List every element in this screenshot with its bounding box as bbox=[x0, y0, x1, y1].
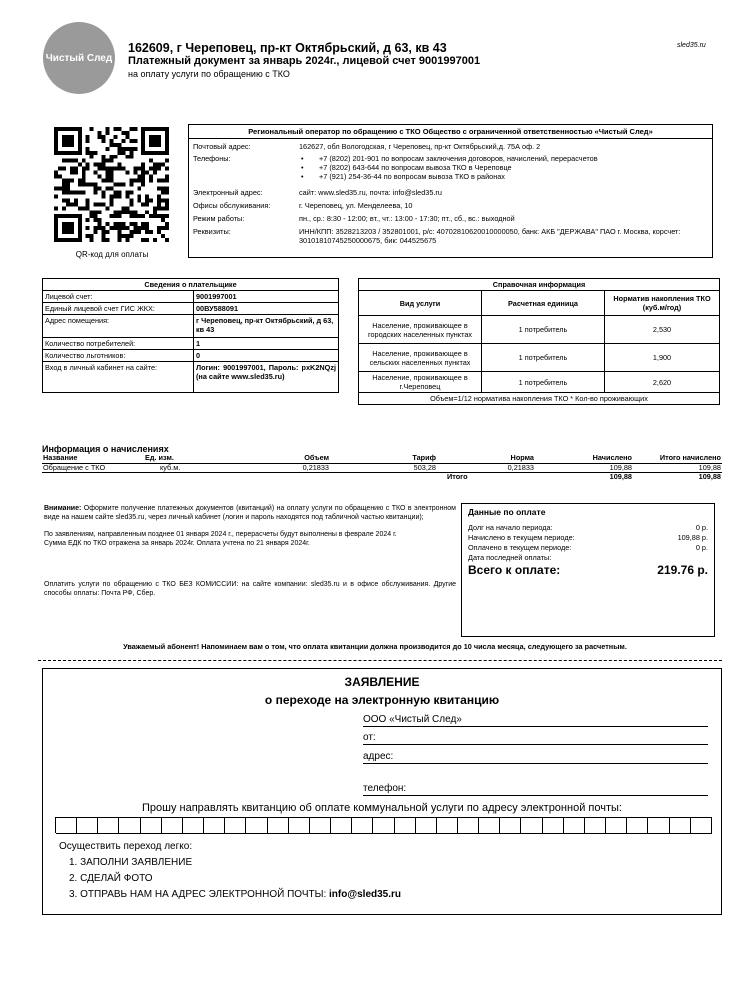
cell: Логин: 9001997001, Пароль: pxK2NQzj (на сайте www.sled35.ru) bbox=[194, 362, 339, 393]
email-cell[interactable] bbox=[310, 817, 331, 834]
payment-row bbox=[468, 543, 708, 553]
payment-total-value: 219.76 р. bbox=[657, 563, 708, 577]
operator-row-postal bbox=[189, 141, 712, 151]
payment-reminder: Уважаемый абонент! Напоминаем вам о том, что оплата квитанции должна производится до 10 числа месяца, следующего за расчетным. bbox=[123, 642, 627, 651]
email-cell[interactable] bbox=[56, 817, 77, 834]
row-key: Реквизиты: bbox=[193, 227, 231, 236]
step-text: 3. ОТПРАВЬ НАМ НА АДРЕС ЭЛЕКТРОННОЙ ПОЧТЫ: bbox=[69, 889, 327, 900]
payment-row bbox=[468, 533, 708, 543]
email-cell[interactable] bbox=[98, 817, 119, 834]
notice-text bbox=[44, 505, 456, 607]
total-row bbox=[42, 473, 722, 482]
cell: 503,28 bbox=[330, 463, 437, 473]
document-title: Платежный документ за январь 2024г., лицевой счет 9001997001 bbox=[128, 55, 481, 67]
email-cell[interactable] bbox=[670, 817, 691, 834]
operator-row-email bbox=[189, 187, 712, 197]
cell: 109,88 bbox=[633, 463, 722, 473]
cell: Количество потребителей: bbox=[43, 338, 194, 350]
charges-section bbox=[42, 444, 722, 482]
phone-field[interactable]: телефон: bbox=[363, 782, 708, 796]
email-cell[interactable] bbox=[162, 817, 183, 834]
table-row bbox=[43, 338, 339, 350]
email-cell[interactable] bbox=[119, 817, 140, 834]
cell: 1 потребитель bbox=[482, 344, 605, 372]
cell: 0,21833 bbox=[437, 463, 535, 473]
steps-intro: Осуществить переход легко: bbox=[59, 841, 193, 852]
notice-lead: Внимание: bbox=[44, 505, 82, 512]
column-header: Название bbox=[42, 454, 144, 463]
table-row bbox=[359, 372, 720, 393]
payment-value: 109,88 р. bbox=[677, 533, 708, 542]
cell: 1 bbox=[194, 338, 339, 350]
notice-paragraph: Сумма ЕДК по ТКО отражена за январь 2024г. Оплата учтена по 21 января 2024г. bbox=[44, 539, 310, 547]
steps-list bbox=[59, 839, 401, 903]
email-cell[interactable] bbox=[331, 817, 352, 834]
row-key: Почтовый адрес: bbox=[193, 142, 251, 151]
payment-row bbox=[468, 553, 708, 563]
email-cell[interactable] bbox=[564, 817, 585, 834]
payment-key: Начислено в текущем периоде: bbox=[468, 533, 575, 542]
from-field[interactable]: от: bbox=[363, 731, 708, 745]
cell: Единый лицевой счет ГИС ЖКХ: bbox=[43, 303, 194, 315]
email-cell[interactable] bbox=[691, 817, 712, 834]
cell: 9001997001 bbox=[194, 291, 339, 303]
column-header: Расчетная единица bbox=[482, 291, 605, 316]
total-label: Итого bbox=[447, 472, 468, 481]
cell: Население, проживающее в городских населенных пунктах bbox=[359, 316, 482, 344]
company-logo bbox=[43, 22, 115, 94]
column-header: Норматив накопления ТКО (куб.м/год) bbox=[605, 291, 720, 316]
column-header: Итого начислено bbox=[633, 454, 722, 463]
email-cell[interactable] bbox=[606, 817, 627, 834]
payment-key: Долг на начало периода: bbox=[468, 523, 553, 532]
total-value: 109,88 bbox=[698, 472, 721, 481]
cell: Вход в личный кабинет на сайте: bbox=[43, 362, 194, 393]
cell: Количество льготников: bbox=[43, 350, 194, 362]
email-cell[interactable] bbox=[183, 817, 204, 834]
payer-address-heading: 162609, г Череповец, пр-кт Октябрьский, д 63, кв 43 bbox=[128, 41, 447, 55]
payment-data-box bbox=[461, 503, 715, 637]
cell: Адрес помещения: bbox=[43, 315, 194, 338]
email-cell[interactable] bbox=[268, 817, 289, 834]
operator-row-phones bbox=[189, 153, 712, 181]
notice-paragraph: Оформите получение платежных документов (квитанций) на оплату услуги по обращению с ТКО в электронном виде на нашем сайте sled35.ru, через личный кабинет (логин и пароль находятся под табличной частью квитанции); bbox=[44, 505, 456, 521]
logo-text: Чистый След bbox=[45, 52, 113, 64]
email-input-cells[interactable] bbox=[55, 817, 712, 833]
cell: Население, проживающее в г.Череповец bbox=[359, 372, 482, 393]
payer-title: Сведения о плательщике bbox=[43, 279, 339, 291]
payment-value: 0 р. bbox=[695, 523, 708, 532]
table-row bbox=[43, 315, 339, 338]
email-cell[interactable] bbox=[352, 817, 373, 834]
column-header: Начислено bbox=[535, 454, 633, 463]
total-charged: 109,88 bbox=[609, 472, 632, 481]
email-cell[interactable] bbox=[585, 817, 606, 834]
column-header: Норма bbox=[437, 454, 535, 463]
application-form bbox=[42, 668, 722, 915]
cell: 00ВУ588091 bbox=[194, 303, 339, 315]
qr-caption: QR-код для оплаты bbox=[75, 250, 149, 259]
row-value: 162627, обл Вологодская, г Череповец, пр-кт Октябрьский,д. 75А оф. 2 bbox=[299, 142, 541, 151]
row-key: Режим работы: bbox=[193, 214, 245, 223]
payment-title: Данные по оплате bbox=[468, 507, 546, 517]
email-address: info@sled35.ru bbox=[329, 889, 402, 900]
payment-row bbox=[468, 523, 708, 533]
row-value: сайт: www.sled35.ru, почта: info@sled35.ru bbox=[299, 188, 442, 197]
payment-total-label: Всего к оплате: bbox=[468, 563, 561, 577]
cell: г Череповец, пр-кт Октябрьский, д 63, кв 43 bbox=[194, 315, 339, 338]
document-subtitle: на оплату услуги по обращению с ТКО bbox=[128, 69, 290, 79]
cell: 1 потребитель bbox=[482, 372, 605, 393]
email-cell[interactable] bbox=[458, 817, 479, 834]
cut-line bbox=[38, 660, 722, 661]
table-row bbox=[43, 350, 339, 362]
cell: 0 bbox=[194, 350, 339, 362]
row-key: Офисы обслуживания: bbox=[193, 201, 271, 210]
payment-key: Дата последней оплаты: bbox=[468, 553, 552, 562]
operator-info-box bbox=[188, 124, 713, 258]
row-value: ИНН/КПП: 3528213203 / 352801001, р/с: 40702810620010000050, банк: АКБ "ДЕРЖАВА" ПАО г. Москва, корсчет: 30101810745250000675, бик: 044525675 bbox=[299, 227, 681, 245]
phone-item: • +7 (8202) 201-901 по вопросам заключения договоров, начислений, перерасчетов bbox=[299, 154, 708, 163]
email-cell[interactable] bbox=[437, 817, 458, 834]
charges-table bbox=[42, 454, 722, 482]
cell: Лицевой счет: bbox=[43, 291, 194, 303]
row-value: пн., ср.: 8:30 - 12:00; вт., чт.: 13:00 - 17:30; пт., сб., вс.: выходной bbox=[299, 214, 515, 223]
table-row bbox=[359, 316, 720, 344]
reference-footnote: Объем=1/12 норматива накопления ТКО * Кол-во проживающих bbox=[359, 393, 720, 405]
cell: Обращение с ТКО bbox=[42, 463, 144, 473]
column-header: Объем bbox=[236, 454, 330, 463]
email-cell[interactable] bbox=[289, 817, 310, 834]
operator-row-hours bbox=[189, 213, 712, 223]
application-title: ЗАЯВЛЕНИЕ bbox=[344, 675, 420, 689]
cell: 109,88 bbox=[535, 463, 633, 473]
email-cell[interactable] bbox=[479, 817, 500, 834]
cell: 1 потребитель bbox=[482, 316, 605, 344]
cell: 2,530 bbox=[605, 316, 720, 344]
notice-paragraph: По заявлениям, направленным позднее 01 января 2024 г., перерасчеты будут выполнены в феврале 2024 г. bbox=[44, 531, 397, 538]
address-field-line[interactable] bbox=[363, 763, 708, 764]
site-link: sled35.ru bbox=[677, 42, 706, 49]
cell: 1,900 bbox=[605, 344, 720, 372]
row-value: г. Череповец, ул. Менделеева, 10 bbox=[299, 201, 413, 210]
payment-value: 0 р. bbox=[695, 543, 708, 552]
operator-title: Региональный оператор по обращению с ТКО Общество с ограниченной ответственностью «Чистый След» bbox=[189, 125, 712, 139]
qr-code-icon bbox=[54, 127, 169, 242]
email-cell[interactable] bbox=[543, 817, 564, 834]
table-row bbox=[43, 303, 339, 315]
column-header: Ед. изм. bbox=[144, 454, 236, 463]
operator-row-requisites bbox=[189, 226, 712, 245]
table-row bbox=[359, 344, 720, 372]
column-header: Вид услуги bbox=[359, 291, 482, 316]
recipient-field: ООО «Чистый След» bbox=[363, 713, 708, 727]
cell: Население, проживающее в сельских населенных пунктах bbox=[359, 344, 482, 372]
charges-title: Информация о начислениях bbox=[42, 444, 169, 454]
email-cell[interactable] bbox=[416, 817, 437, 834]
address-field[interactable]: адрес: bbox=[363, 750, 708, 764]
row-key: Электронный адрес: bbox=[193, 188, 263, 197]
payment-key: Оплачено в текущем периоде: bbox=[468, 543, 572, 552]
payment-total bbox=[468, 563, 708, 577]
step-item: 2. СДЕЛАЙ ФОТО bbox=[69, 873, 153, 884]
payer-info-table bbox=[42, 278, 339, 393]
cell: 2,620 bbox=[605, 372, 720, 393]
application-subtitle: о переходе на электронную квитанцию bbox=[264, 693, 500, 707]
email-cell[interactable] bbox=[246, 817, 267, 834]
email-cell[interactable] bbox=[204, 817, 225, 834]
email-cell[interactable] bbox=[395, 817, 416, 834]
email-cell[interactable] bbox=[500, 817, 521, 834]
email-request-text: Прошу направлять квитанцию об оплате коммунальной услуги по адресу электронной почты: bbox=[142, 802, 622, 814]
email-cell[interactable] bbox=[141, 817, 162, 834]
table-row bbox=[43, 362, 339, 393]
email-cell[interactable] bbox=[373, 817, 394, 834]
email-cell[interactable] bbox=[627, 817, 648, 834]
cell: куб.м. bbox=[144, 463, 236, 473]
cell: 0,21833 bbox=[236, 463, 330, 473]
reference-title: Справочная информация bbox=[359, 279, 720, 291]
phone-item: • +7 (921) 254-36-44 по вопросам вывоза ТКО в районах bbox=[299, 172, 708, 181]
reference-table bbox=[358, 278, 720, 405]
phone-item: • +7 (8202) 643-644 по вопросам вывоза ТКО в Череповце bbox=[299, 163, 708, 172]
table-row bbox=[43, 291, 339, 303]
email-cell[interactable] bbox=[225, 817, 246, 834]
notice-paragraph: Оплатить услуги по обращению с ТКО БЕЗ КОМИССИИ: на сайте компании: sled35.ru и в офисе обслуживания. Другие способы оплаты: Почта РФ, Сбер. bbox=[44, 581, 456, 597]
column-header: Тариф bbox=[330, 454, 437, 463]
email-cell[interactable] bbox=[648, 817, 669, 834]
email-cell[interactable] bbox=[77, 817, 98, 834]
step-item bbox=[59, 887, 401, 903]
email-cell[interactable] bbox=[521, 817, 542, 834]
row-key: Телефоны: bbox=[193, 154, 231, 163]
step-item: 1. ЗАПОЛНИ ЗАЯВЛЕНИЕ bbox=[69, 857, 193, 868]
operator-row-offices bbox=[189, 200, 712, 210]
